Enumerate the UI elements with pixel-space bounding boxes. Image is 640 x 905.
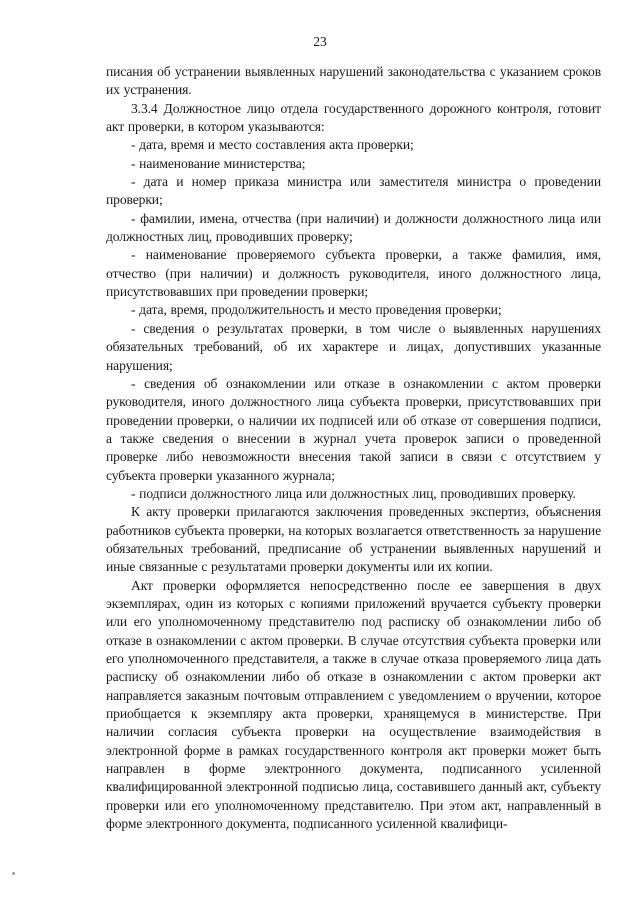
- list-item: - дата и номер приказа министра или заместителя министра о проведении проверки;: [106, 174, 601, 208]
- list-item: - сведения об ознакомлении или отказе в ознакомлении с актом проверки руководителя, иного должностного лица субъекта проверки, присутствовавших при проведении проверки, о наличии их подписей или об отказе от совершения подписи, а также сведения о внесении в журнал учета проверок записи о проведенной проверке либо невозможности внесения такой записи в связи с отсутствием у субъекта проверки указанного журнала;: [106, 375, 601, 483]
- list-item: - наименование министерства;: [131, 155, 306, 171]
- list-item: - наименование проверяемого субъекта проверки, а также фамилия, имя, отчество (при наличии) и должность руководителя, иного должностного лица, присутствовавших при проведении проверки;: [106, 247, 601, 300]
- paragraph-attachments: К акту проверки прилагаются заключения проведенных экспертиз, объяснения работников субъекта проверки, на которых возлагается ответственность за нарушение обязательных требований, предписание об устранении выявленных нарушений и иные связанные с результатами проверки документы или их копии.: [106, 504, 601, 575]
- list-item: - дата, время, продолжительность и место проведения проверки;: [131, 302, 502, 318]
- list-item: - дата, время и место составления акта проверки;: [131, 137, 414, 153]
- scan-artifact: [12, 872, 15, 875]
- paragraph-act-delivery: Акт проверки оформляется непосредственно после ее завершения в двух экземплярах, один из которых с копиями приложений вручается субъекту проверки или его уполномоченному представителю под расписку об ознакомлении либо об отказе в ознакомлении с актом проверки. В случае отсутствия субъекта проверки или его уполномоченного представителя, а также в случае отказа проверяемого лица дать расписку об ознакомлении либо об отказе в ознакомлении с актом проверки акт направляется заказным почтовым отправлением с уведомлением о вручении, которое приобщается к экземпляру акта проверки, хранящемуся в министерстве. При наличии согласия субъекта проверки на осуществление взаимодействия в электронной форме в рамках государственного контроля акт проверки может быть направлен в форме электронного документа, подписанного усиленной квалифицированной электронной подписью лица, составившего данный акт, субъекту проверки или его уполномоченному представителю. При этом акт, направленный в форме электронного документа, подписанного усиленной квалифици-: [106, 577, 601, 832]
- paragraph-continuation: писания об устранении выявленных нарушений законодательства с указанием сроков их устранения.: [106, 64, 601, 98]
- list-item: - фамилии, имена, отчества (при наличии) и должности должностного лица или должностных лиц, проводивших проверку;: [106, 210, 601, 245]
- list-item: - подписи должностного лица или должностных лиц, проводивших проверку.: [131, 485, 576, 501]
- page-number: 23: [313, 34, 327, 49]
- document-body: [106, 63, 601, 833]
- list-item: - сведения о результатах проверки, в том числе о выявленных нарушениях обязательных требований, об их характере и лицах, допустивших указанные нарушения;: [106, 320, 601, 373]
- paragraph-clause-3-3-4: 3.3.4 Должностное лицо отдела государственного дорожного контроля, готовит акт проверки, в котором указываются:: [106, 100, 601, 135]
